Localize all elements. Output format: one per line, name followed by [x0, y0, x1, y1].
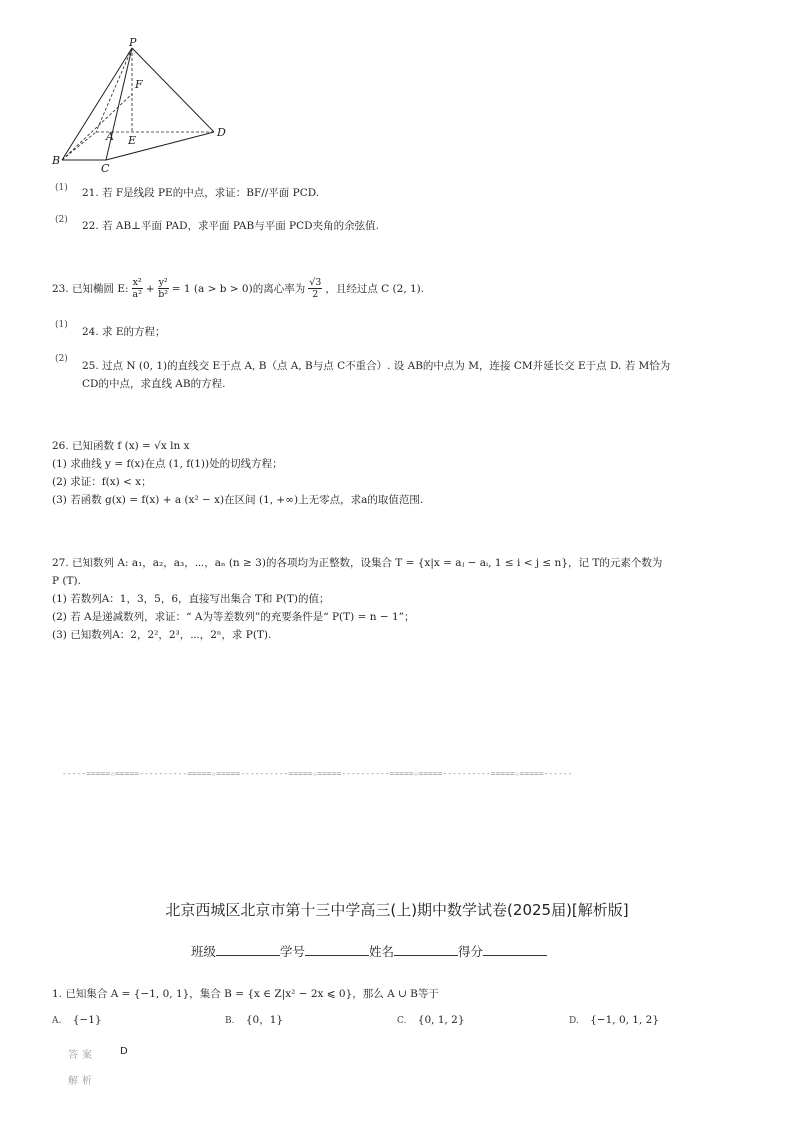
- q25-line1: 25. 过点 N (0, 1)的直线交 E于点 A, B（点 A, B与点 C不重合）. 设 AB的中点为 M，连接 CM并延长交 E于点 D. 若 M恰为: [82, 360, 671, 372]
- q27-line4: (2) 若 A是递减数列，求证：“ A为等差数列”的充要条件是“ P(T) = n − 1”；: [52, 611, 415, 623]
- q1-option-c[interactable]: [397, 1013, 465, 1028]
- q1-option-b-text: {0，1}: [245, 1014, 284, 1026]
- q23-prefix: 23. 已知椭圆 E:: [52, 282, 129, 295]
- q22-text: 22. 若 AB⊥平面 PAD，求平面 PAB与平面 PCD夹角的余弦值.: [82, 220, 379, 232]
- label-a: A: [106, 130, 114, 143]
- q1-option-a[interactable]: [52, 1013, 102, 1028]
- name-field[interactable]: [394, 944, 458, 956]
- q26-line4: (3) 若函数 g(x) = f(x) + a (x² − x)在区间 (1, +∞)上无零点，求a的取值范围.: [52, 494, 424, 506]
- q27-line5: (3) 已知数列A：2，2²，2³，⋯，2ⁿ，求 P(T).: [52, 629, 272, 641]
- pyramid-figure: [50, 36, 240, 176]
- q23-frac-e-num: √3: [309, 277, 322, 288]
- q1-option-d-text: {−1, 0, 1, 2}: [590, 1014, 660, 1026]
- q27-line3: (1) 若数列A：1，3，5，6，直接写出集合 T和 P(T)的值；: [52, 593, 330, 605]
- label-f: F: [135, 78, 143, 91]
- score-field[interactable]: [483, 944, 547, 956]
- q27-line1: 27. 已知数列 A: a₁，a₂，a₃，⋯，aₙ (n ≥ 3)的各项均为正整数，设集合 T = {x|x = aⱼ − aᵢ, 1 ≤ i < j ≤ n}，记 T的元素个数为: [52, 557, 663, 569]
- student-info-row: [191, 942, 547, 960]
- edge-ba: [62, 132, 96, 160]
- q23-suffix: ，且经过点 C (2, 1).: [325, 282, 425, 295]
- q1-stem: 1. 已知集合 A = {−1, 0, 1}，集合 B = {x ∈ Z|x² − 2x ⩽ 0}，那么 A ∪ B等于: [52, 988, 439, 1000]
- label-b: B: [52, 154, 61, 167]
- q1-option-d-key: D.: [569, 1016, 579, 1026]
- edge-pa: [96, 48, 132, 132]
- q24-part-marker: (1): [55, 320, 68, 330]
- q1-option-c-text: {0, 1, 2}: [417, 1014, 465, 1026]
- q27-line2: P (T).: [52, 575, 81, 587]
- analysis-label: 解析: [68, 1076, 96, 1087]
- q23-frac-x-den: a²: [132, 289, 142, 300]
- q21-text: 21. 若 F是线段 PE的中点，求证：BF//平面 PCD.: [82, 187, 320, 199]
- label-p: P: [129, 36, 137, 49]
- q23-eq: = 1 (a > b > 0)的离心率为: [171, 282, 306, 295]
- label-e: E: [128, 134, 137, 147]
- q26-line2: (1) 求曲线 y = f(x)在点 (1, f(1))处的切线方程；: [52, 458, 283, 470]
- answer-value: D: [120, 1046, 128, 1057]
- q22-part-marker: (2): [55, 215, 68, 225]
- name-label: 姓名: [369, 944, 395, 959]
- q1-option-c-key: C.: [397, 1016, 407, 1026]
- q23-stem: [52, 277, 424, 300]
- q1-option-b-key: B.: [225, 1016, 235, 1026]
- exam-title: 北京西城区北京市第十三中学高三(上)期中数学试卷(2025届)[解析版]: [165, 901, 629, 919]
- label-d: D: [217, 126, 226, 139]
- class-field[interactable]: [216, 944, 280, 956]
- q23-frac-e-den: 2: [312, 289, 319, 300]
- section-separator: -----=====☆=====----------=====☆=====----------=====☆=====----------=====☆=====----------=====☆=====------: [62, 769, 573, 778]
- id-field[interactable]: [305, 944, 369, 956]
- label-c: C: [101, 162, 110, 175]
- q25-line2: CD的中点，求直线 AB的方程.: [82, 378, 226, 390]
- q26-line1: 26. 已知函数 f (x) = √x ln x: [52, 440, 190, 452]
- q1-option-b[interactable]: [225, 1013, 283, 1028]
- q23-frac-e: [308, 277, 322, 300]
- score-label: 得分: [458, 944, 484, 959]
- q23-frac-x: [132, 277, 143, 300]
- answer-label: 答案: [68, 1050, 96, 1061]
- q25-part-marker: (2): [55, 354, 68, 364]
- class-label: 班级: [191, 944, 217, 959]
- edge-pd: [132, 48, 214, 132]
- q1-option-d[interactable]: [569, 1013, 659, 1028]
- q23-plus: +: [145, 282, 155, 295]
- q1-option-a-text: {−1}: [72, 1014, 102, 1026]
- q23-frac-y-den: b²: [158, 289, 169, 300]
- q21-part-marker: (1): [55, 183, 68, 193]
- q26-line3: (2) 求证：f(x) < x；: [52, 476, 152, 488]
- q23-frac-y: [158, 277, 169, 300]
- q1-option-a-key: A.: [52, 1016, 62, 1026]
- q23-frac-x-num: x²: [132, 277, 142, 288]
- q24-text: 24. 求 E的方程；: [82, 326, 166, 338]
- id-label: 学号: [280, 944, 306, 959]
- q23-frac-y-num: y²: [158, 277, 168, 288]
- edge-cd: [106, 132, 214, 160]
